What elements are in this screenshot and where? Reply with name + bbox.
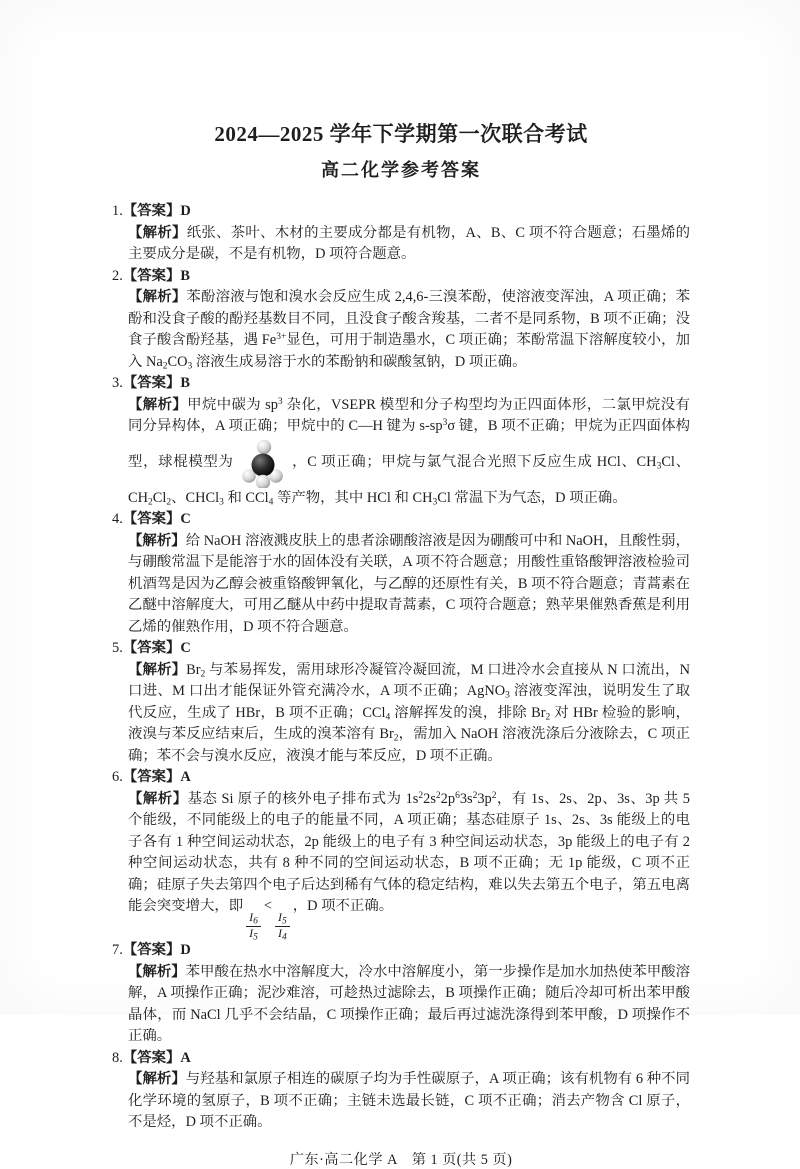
analysis-text: 基态 Si 原子的核外电子排布式为 $1s^22s^22p^63s^23p^2$，有 1s、2s、2p、3s、3p 共 5 个能级，不同能级上的电子的能量不同，A 项正确；基态硅原子 1s、2s、3s 能级上的电子各有 1 种空间运动状态，2p 能级上的电子有 3 种空间运动状态，3p 能级上的电子有 2 种空间运动状态，共有 8 种不同的空间运动状态，B 项不正确；无 1p 能级，C 项不正确；硅原子失去第四个电子后达到稀有气体的稳定结构，难以失去第五个电子，第五电离能会突变增大，即 $\frac{I_6}{I_5}$ < $\frac{I_5}{I_4}$ ，D 项不正确。 — [128, 790, 690, 943]
answer-line — [112, 201, 690, 223]
analysis-label: 【解析】 — [128, 790, 188, 807]
analysis-paragraph — [128, 395, 690, 510]
question-item — [112, 767, 690, 943]
page-title: 2024—2025 学年下学期第一次联合考试 — [214, 122, 588, 146]
fraction: $\frac{I_5}{I_4}$ — [275, 911, 290, 940]
question-number: 5. — [112, 640, 123, 656]
methane-ball-stick-model — [242, 438, 284, 488]
analysis-text: 给 NaOH 溶液溅皮肤上的患者涂硼酸溶液是因为硼酸可中和 NaOH，且酸性弱，与硼酸常温下是能溶于水的固体没有关联，A 项不符合题意；用酸性重铬酸钾溶液检验司机酒驾是因为乙醇会被重铬酸钾氧化，与乙醇的还原性有关，B 项不符合题意；青蒿素在乙醚中溶解度大，可用乙醚从中药中提取青蒿素，C 项符合题意；熟苹果催熟香蕉是利用乙烯的催熟作用，D 项不符合题意。 — [128, 532, 690, 635]
question-item — [112, 373, 690, 509]
analysis-label: 【解析】 — [128, 224, 187, 241]
answer-line — [112, 1048, 690, 1070]
question-number: 3. — [112, 375, 123, 391]
answer-label: 【答案】 — [122, 942, 181, 959]
analysis-paragraph — [128, 223, 690, 266]
answer-line — [112, 767, 690, 789]
analysis-label: 【解析】 — [128, 661, 187, 678]
analysis-paragraph — [128, 660, 690, 768]
answer-letter: C — [180, 511, 191, 527]
question-item — [112, 509, 690, 638]
answer-letter: A — [180, 769, 191, 785]
analysis-paragraph — [128, 789, 690, 941]
question-number: 7. — [112, 942, 123, 959]
answer-letter: D — [180, 203, 191, 219]
question-number: 1. — [112, 203, 123, 219]
answer-line — [112, 509, 690, 531]
analysis-text: $Br_2$ 与苯易挥发，需用球形冷凝管冷凝回流，M 口进冷水会直接从 N 口流出，N 口进、M 口出才能保证外管充满冷水，A 项不正确；AgNO$_3$ 溶液变浑浊，说明发生了取代反应，生成了 HBr，B 项不正确；CCl$_4$ 溶解挥发的溴，排除 $Br_2$ 对 HBr 检验的影响，液溴与苯反应结束后，生成的溴苯溶有 $Br_2$，需加入 NaOH 溶液洗涤后分液除去，C 项正确；苯不会与溴水反应，液溴才能与苯反应，D 项不正确。 — [128, 661, 691, 764]
answer-label: 【答案】 — [122, 375, 181, 391]
answer-line — [112, 373, 690, 395]
answer-label: 【答案】 — [122, 640, 181, 656]
fraction: $\frac{I_6}{I_5}$ — [246, 911, 261, 940]
page-subtitle: 高二化学参考答案 — [321, 160, 481, 180]
answer-letter: D — [180, 942, 191, 959]
analysis-label: 【解析】 — [128, 289, 187, 305]
question-number: 8. — [112, 1049, 123, 1066]
analysis-paragraph — [128, 962, 690, 1048]
analysis-text: 与羟基和氯原子相连的碳原子均为手性碳原子，A 项正确；该有机物有 6 种不同化学环境的氢原子，B 项不正确；主链未选最长链，C 项不正确；消去产物含 Cl 原子，不是烃，D 项不正确。 — [128, 1071, 690, 1131]
question-item — [112, 201, 690, 266]
question-number: 6. — [112, 769, 123, 785]
answer-list — [112, 201, 690, 1134]
answer-letter: A — [180, 1049, 191, 1066]
analysis-paragraph — [128, 1069, 690, 1134]
answer-label: 【答案】 — [122, 1049, 181, 1066]
analysis-text: 甲烷中碳为 $sp^3$ 杂化，VSEPR 模型和分子构型均为正四面体形，二氯甲烷没有同分异构体，A 项正确；甲烷中的 C—H 键为 $s-sp^3\sigma$ 键，B 项不正确；甲烷为正四面体构型，球棍模型为 ，C 项正确；甲烷与氯气混合光照下反应生成 HCl、$CH_3Cl$、$CH_2Cl_2$、CHCl$_3$ 和 CCl$_4$ 等产物，其中 HCl 和 $CH_3Cl$ 常温下为气态，D 项正确。 — [128, 396, 691, 507]
page-footer: 广东·高二化学 A 第 1 页(共 5 页) — [289, 1151, 513, 1168]
analysis-label: 【解析】 — [128, 963, 186, 980]
analysis-label: 【解析】 — [128, 1071, 186, 1088]
question-item — [112, 1048, 690, 1134]
answer-letter: B — [180, 267, 190, 284]
answer-line — [112, 638, 690, 660]
question-number: 2. — [112, 267, 123, 284]
analysis-label: 【解析】 — [128, 396, 188, 413]
analysis-text: 苯甲酸在热水中溶解度大，冷水中溶解度小，第一步操作是加水加热使苯甲酸溶解，A 项操作正确；泥沙难溶，可趁热过滤除去，B 项操作正确；随后冷却可析出苯甲酸晶体，而 NaCl 几乎不会结晶，C 项操作正确；最后再过滤洗涤得到苯甲酸，D 项操作不正确。 — [128, 963, 690, 1045]
document-header — [112, 118, 690, 182]
answer-label: 【答案】 — [122, 203, 181, 219]
answer-line — [112, 266, 690, 288]
answer-label: 【答案】 — [122, 769, 181, 785]
question-item — [112, 940, 690, 1048]
analysis-paragraph — [128, 287, 690, 373]
analysis-label: 【解析】 — [128, 532, 186, 549]
answer-letter: C — [180, 640, 191, 656]
answer-letter: B — [180, 375, 190, 391]
analysis-text: 纸张、茶叶、木材的主要成分都是有机物，A、B、C 项不符合题意；石墨烯的主要成分是碳，不是有机物，D 项符合题意。 — [128, 224, 690, 262]
question-number: 4. — [112, 511, 123, 527]
answer-label: 【答案】 — [122, 267, 181, 284]
analysis-paragraph — [128, 531, 690, 639]
answer-line — [112, 940, 690, 962]
question-item — [112, 638, 690, 767]
question-item — [112, 266, 690, 374]
analysis-text: 苯酚溶液与饱和溴水会反应生成 2,4,6-三溴苯酚，使溶液变浑浊，A 项正确；苯酚和没食子酸的酚羟基数目不同，且没食子酸含羧基，二者不是同系物，B 项不正确；没食子酸含酚羟基，遇 $Fe^{3+}$显色，可用于制造墨水，C 项正确；苯酚常温下溶解度较小，加入 $Na_2CO_3$ 溶液生成易溶于水的苯酚钠和碳酸氢钠，D 项正确。 — [128, 289, 690, 371]
answer-label: 【答案】 — [122, 511, 181, 527]
